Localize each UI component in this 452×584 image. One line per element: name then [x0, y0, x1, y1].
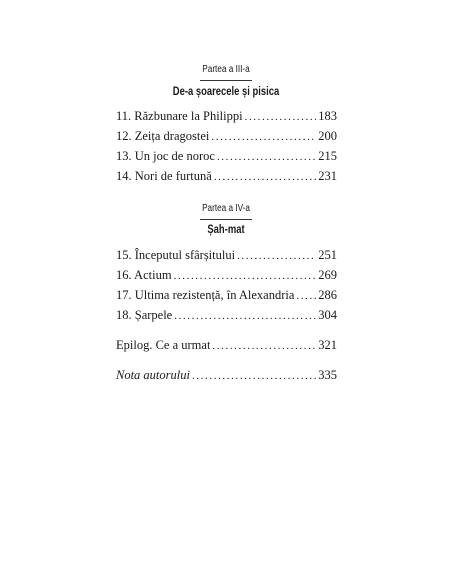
toc-leader-dots [192, 370, 316, 382]
part-4-title: Șah-mat [207, 224, 245, 236]
toc-entry[interactable] [116, 308, 337, 324]
toc-entry[interactable] [116, 149, 337, 165]
toc-entry-title: 18. Șarpele [116, 308, 173, 322]
toc-entry-page: 183 [318, 109, 337, 123]
toc-entry-epilog[interactable] [116, 338, 337, 354]
toc-entry-title: Nota autorului [116, 368, 190, 382]
toc-entry-page: 231 [318, 169, 337, 183]
toc-entry-page: 269 [318, 268, 337, 282]
part-3-label: Partea a III-a [202, 64, 250, 75]
toc-entry-title: 16. Actium [116, 268, 172, 282]
toc-leader-dots [217, 151, 316, 163]
toc-entry[interactable] [116, 248, 337, 264]
toc-entry-title: 13. Un joc de noroc [116, 149, 215, 163]
toc-entry-page: 215 [318, 149, 337, 163]
toc-entry-title: 15. Începutul sfârșitului [116, 248, 236, 262]
toc-entry-author-note[interactable] [116, 368, 337, 384]
part-3-title: De-a șoarecele și pisica [172, 86, 280, 98]
part-4-label: Partea a IV-a [202, 203, 250, 214]
toc-entry-page: 335 [318, 368, 337, 382]
toc-entry-page: 200 [318, 129, 337, 143]
toc-entry-page: 321 [318, 338, 337, 352]
toc-entry-title: 12. Zeița dragostei [116, 129, 210, 143]
part-3-rule [200, 80, 252, 81]
toc-entry-title: 14. Nori de furtună [116, 169, 212, 183]
toc-leader-dots [174, 310, 316, 322]
toc-leader-dots [214, 171, 316, 183]
toc-entry-page: 286 [318, 288, 337, 302]
toc-entry-page: 251 [318, 248, 337, 262]
toc-entry-page: 304 [318, 308, 337, 322]
toc-entry[interactable] [116, 109, 337, 125]
toc-leader-dots [174, 270, 317, 282]
toc-leader-dots [211, 131, 316, 143]
toc-entry[interactable] [116, 268, 337, 284]
toc-leader-dots [237, 250, 316, 262]
toc-entry-title: Epilog. Ce a urmat [116, 338, 211, 352]
toc-entry-title: 17. Ultima rezistență, în Alexandria [116, 288, 295, 302]
toc-leader-dots [212, 340, 316, 352]
part-4-rule [200, 219, 252, 220]
toc-entry[interactable] [116, 288, 337, 304]
toc-leader-dots [296, 290, 316, 302]
toc-entry-title: 11. Răzbunare la Philippi [116, 109, 243, 123]
toc-leader-dots [245, 111, 317, 123]
toc-entry[interactable] [116, 129, 337, 145]
toc-entry[interactable] [116, 169, 337, 185]
